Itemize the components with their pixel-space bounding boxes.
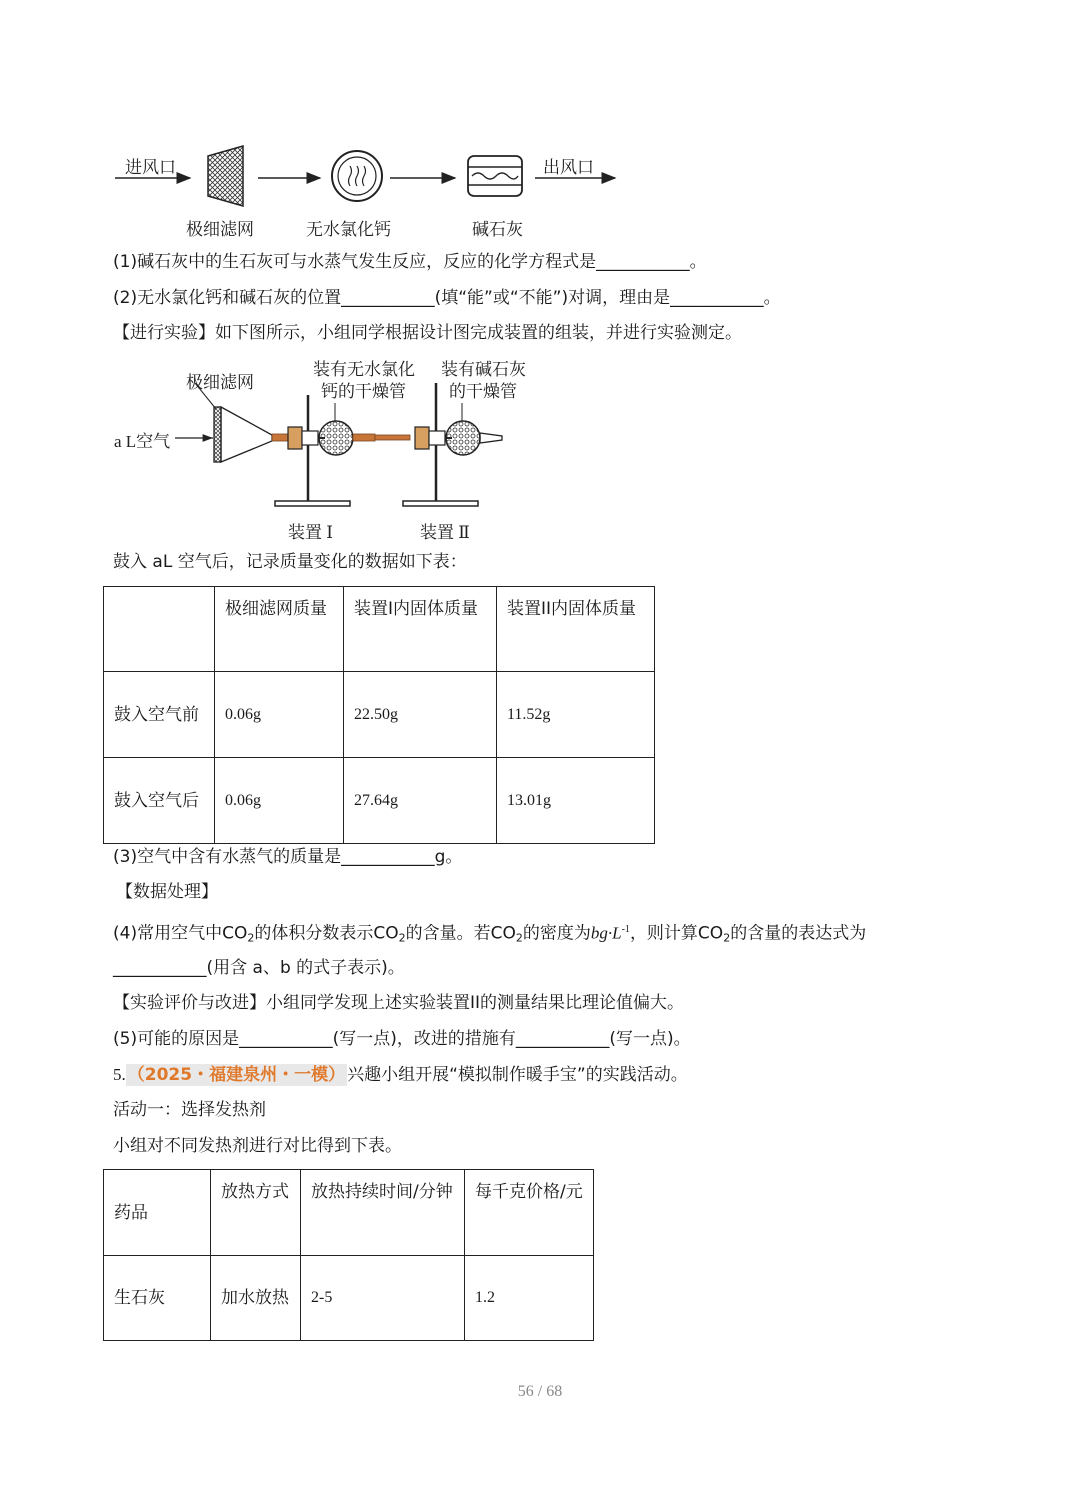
table-cell: 2-5: [301, 1256, 465, 1341]
table1-intro: 鼓入 aL 空气后，记录质量变化的数据如下表：: [113, 552, 467, 572]
cacl2-label: 无水氯化钙: [306, 220, 391, 239]
page-number: 56 / 68: [517, 1383, 563, 1400]
q4-exponent: -1: [621, 924, 630, 935]
table-header-row: [104, 587, 655, 672]
table-header-cell: 极细滤网质量: [215, 587, 344, 672]
table-cell: 0.06g: [215, 758, 344, 844]
device1-label: 装置 Ⅰ: [288, 523, 333, 542]
question-4-line2: ___________(用含 a、b 的式子表示)。: [113, 958, 405, 978]
q4-sub: 2: [723, 931, 731, 945]
table-cell: 0.06g: [215, 672, 344, 758]
q4-text-e: ，则计算CO: [629, 923, 724, 944]
data-processing-heading: 【数据处理】: [116, 882, 218, 902]
table2-intro: 小组对不同发热剂进行对比得到下表。: [113, 1136, 402, 1156]
q4-sub: 2: [247, 931, 255, 945]
q4-sub: 2: [515, 931, 523, 945]
heater-comparison-table: [103, 1169, 594, 1341]
table-row: [104, 672, 655, 758]
table-cell: 22.50g: [344, 672, 497, 758]
table-header-cell: 放热方式: [211, 1170, 301, 1256]
filter-label: 极细滤网: [186, 220, 254, 239]
table-header-cell: [104, 587, 215, 672]
question-5: (5)可能的原因是___________(写一点)，改进的措施有___________(写一点)。: [113, 1029, 691, 1049]
table-cell: 13.01g: [497, 758, 655, 844]
device2-label: 装置 Ⅱ: [420, 523, 470, 542]
table-cell: 鼓入空气前: [104, 672, 215, 758]
question-3: (3)空气中含有水蒸气的质量是___________g。: [113, 847, 463, 867]
question-1: (1)碱石灰中的生石灰可与水蒸气发生反应，反应的化学方程式是___________。: [113, 252, 707, 272]
mass-data-table: [103, 586, 655, 844]
question-4-line1: [113, 919, 866, 950]
table-cell: 鼓入空气后: [104, 758, 215, 844]
table-row: [104, 1256, 594, 1341]
table-cell: 11.52g: [497, 672, 655, 758]
q4-text-f: 的含量的表达式为: [730, 923, 867, 944]
filter-mesh-icon: [208, 146, 243, 206]
table-cell: 加水放热: [211, 1256, 301, 1341]
table-header-cell: 每千克价格/元: [465, 1170, 594, 1256]
problem-5-title: [113, 1064, 688, 1086]
q4-text-b: 的体积分数表示CO: [254, 923, 399, 944]
q4-density-unit: bg·L: [590, 923, 622, 943]
inlet-label: 进风口: [125, 158, 176, 177]
tube2-label-line1: 装有碱石灰: [441, 360, 526, 379]
table-header-cell: 药品: [104, 1170, 211, 1256]
q4-sub: 2: [398, 931, 406, 945]
table-cell: 27.64g: [344, 758, 497, 844]
table-header-row: [104, 1170, 594, 1256]
tube1-label-line1: 装有无水氯化: [313, 360, 415, 379]
table-cell: 1.2: [465, 1256, 594, 1341]
q4-text-d: 的密度为: [522, 923, 591, 944]
source-tag: （2025・福建泉州・一模）: [127, 1065, 346, 1085]
evaluation-heading: 【实验评价与改进】小组同学发现上述实验装置II的测量结果比理论值偏大。: [113, 993, 685, 1013]
problem-number: 5.: [113, 1065, 126, 1084]
problem-5-text: 兴趣小组开展“模拟制作暖手宝”的实践活动。: [347, 1065, 688, 1085]
experiment-intro: 【进行实验】如下图所示，小组同学根据设计图完成装置的组装，并进行实验测定。: [113, 323, 742, 343]
table-header-cell: 装置II内固体质量: [497, 587, 655, 672]
sodalime-label: 碱石灰: [472, 220, 523, 239]
table-header-cell: 放热持续时间/分钟: [301, 1170, 465, 1256]
q4-text-a: (4)常用空气中CO: [113, 923, 248, 944]
q4-text-c: 的含量。若CO: [405, 923, 516, 944]
table-row: [104, 758, 655, 844]
tube2-label-line2: 的干燥管: [449, 382, 517, 401]
apparatus-filter-label: 极细滤网: [186, 373, 254, 392]
table-header-cell: 装置I内固体质量: [344, 587, 497, 672]
air-label: a L空气: [114, 432, 171, 451]
outlet-label: 出风口: [543, 158, 594, 177]
activity-1-heading: 活动一：选择发热剂: [113, 1100, 266, 1120]
tube1-label-line2: 钙的干燥管: [321, 382, 406, 401]
question-2: (2)无水氯化钙和碱石灰的位置___________(填“能”或“不能”)对调，理由是___________。: [113, 288, 781, 308]
table-cell: 生石灰: [104, 1256, 211, 1341]
